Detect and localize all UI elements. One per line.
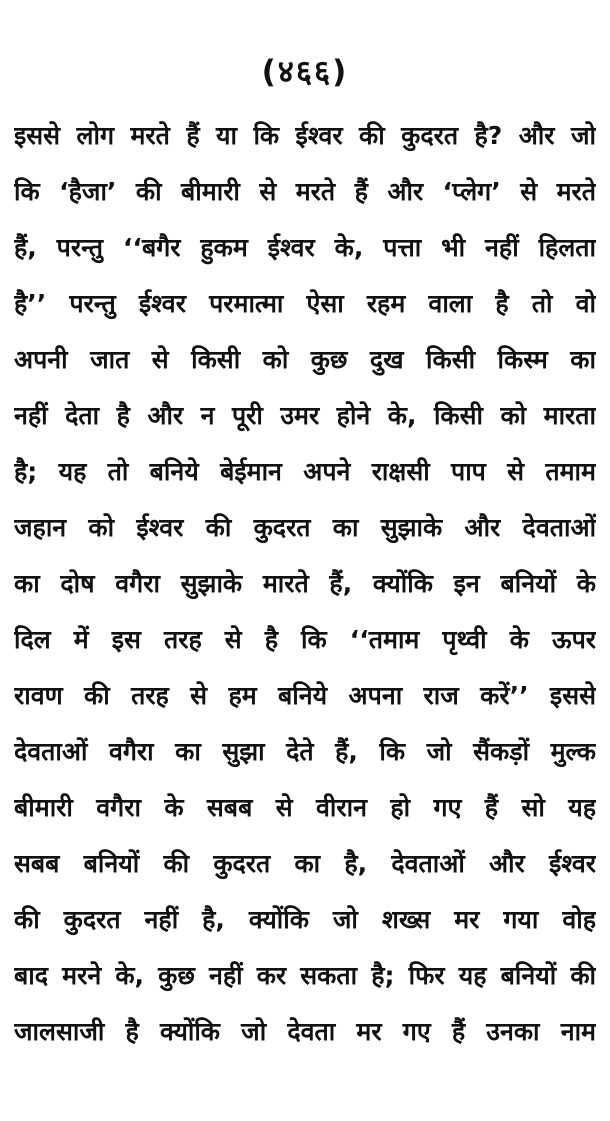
text-line: नहीं देता है और न पूरी उमर होने के, किसी को मारता [14,401,596,430]
text-line: का दोष वगैरा सुझाके मारते हैं, क्योंकि इन बनियों के [14,569,596,598]
text-line: सबब बनियों की कुदरत का है, देवताओं और ईश्वर [14,849,596,878]
text-line: जालसाजी है क्योंकि जो देवता मर गए हैं उनका नाम [14,1017,596,1046]
text-line: कि ‘हैजा’ की बीमारी से मरते हैं और ‘प्लेग’ से मरते [14,177,596,206]
text-line: हैं, परन्तु ‘‘बगैर हुकम ईश्वर के, पत्ता भी नहीं हिलता [14,233,596,262]
text-line: है’’ परन्तु ईश्वर परमात्मा ऐसा रहम वाला है तो वो [14,289,596,318]
text-line: बीमारी वगैरा के सबब से वीरान हो गए हैं सो यह [14,793,596,822]
text-line: अपनी जात से किसी को कुछ दुख किसी किस्म का [14,345,596,374]
text-line: इससे लोग मरते हैं या कि ईश्वर की कुदरत है? और जो [14,121,596,150]
text-line: की कुदरत नहीं है, क्योंकि जो शख्स मर गया वोह [14,905,596,934]
text-line: बाद मरने के, कुछ नहीं कर सकता है; फिर यह बनियों की [14,961,596,990]
text-line: है; यह तो बनिये बेईमान अपने राक्षसी पाप से तमाम [14,457,596,486]
text-line: रावण की तरह से हम बनिये अपना राज करें’’ इससे [14,681,596,710]
text-line: जहान को ईश्वर की कुदरत का सुझाके और देवताओं [14,513,596,542]
body-text [14,108,596,1060]
text-line: दिल में इस तरह से है कि ‘‘तमाम पृथ्वी के ऊपर [14,625,596,654]
text-line: देवताओं वगैरा का सुझा देते हैं, कि जो सैंकड़ों मुल्क [14,737,596,766]
page-number: (४६६) [261,54,349,90]
